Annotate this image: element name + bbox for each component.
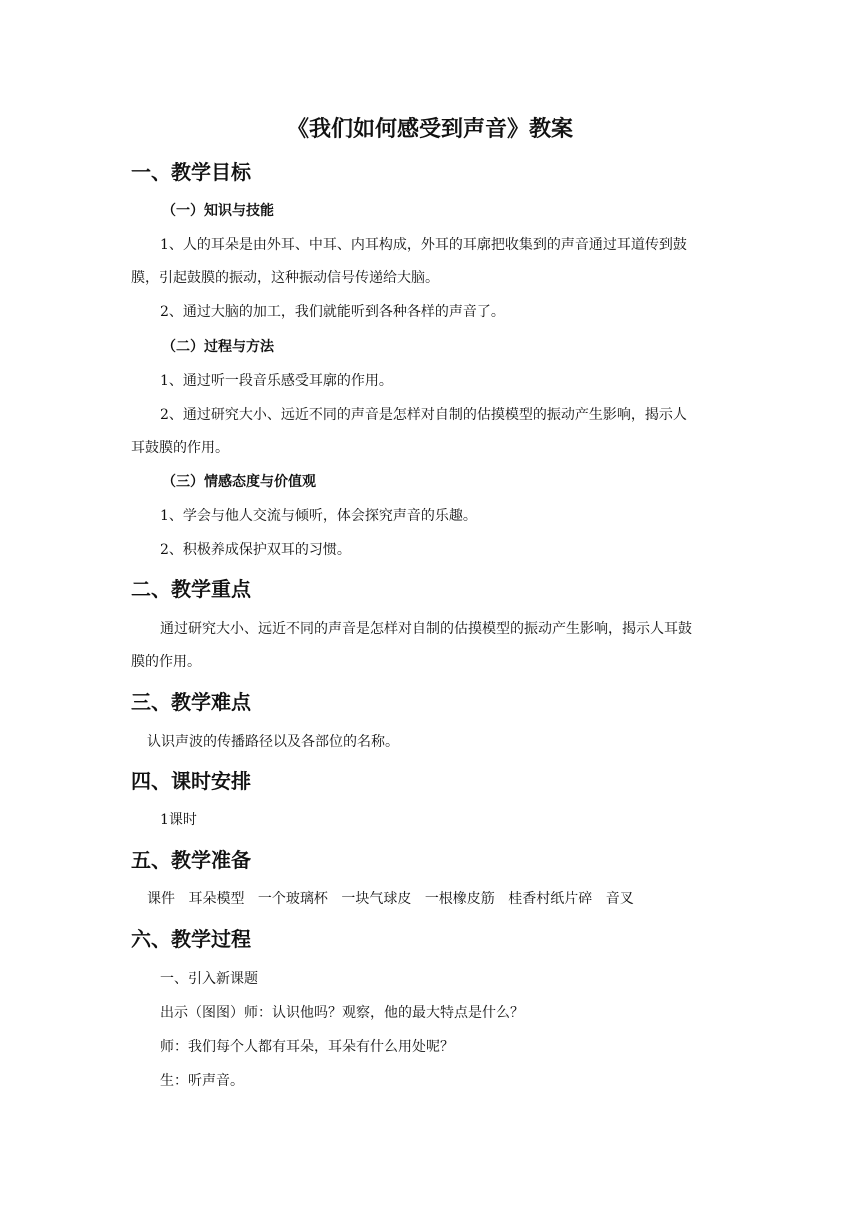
paragraph-line: 2、积极养成保护双耳的习惯。 xyxy=(160,542,351,558)
list-item: 音叉 xyxy=(605,891,634,907)
paragraph-line: 1、通过听一段音乐感受耳廓的作用。 xyxy=(160,373,393,389)
list-item: 课件 xyxy=(147,891,175,907)
subheading-knowledge-skills: （一）知识与技能 xyxy=(162,203,274,219)
list-item: 桂香村纸片碎 xyxy=(508,891,593,907)
paragraph-line: 膜的作用。 xyxy=(131,654,201,670)
paragraph-line: 耳鼓膜的作用。 xyxy=(131,440,229,456)
section-heading-class-hours: 四、课时安排 xyxy=(131,769,251,793)
list-item: 一个玻璃杯 xyxy=(257,891,328,907)
list-item: 耳朵模型 xyxy=(188,891,245,907)
section-heading-difficulties: 三、教学难点 xyxy=(131,690,251,714)
section-heading-preparation: 五、教学准备 xyxy=(131,848,251,872)
section-heading-teaching-process: 六、教学过程 xyxy=(131,927,251,951)
paragraph-line: 1、学会与他人交流与倾听，体会探究声音的乐趣。 xyxy=(160,508,477,524)
paragraph-line: 1、人的耳朵是由外耳、中耳、内耳构成，外耳的耳廓把收集到的声音通过耳道传到鼓 xyxy=(160,237,687,253)
subheading-attitudes-values: （三）情感态度与价值观 xyxy=(162,474,316,490)
paragraph-line: 出示（图图）师：认识他吗？观察，他的最大特点是什么？ xyxy=(160,1005,524,1021)
list-item: 一根橡皮筋 xyxy=(424,891,495,907)
list-item: 一块气球皮 xyxy=(341,891,412,907)
paragraph-line: 1课时 xyxy=(160,812,197,828)
paragraph-line: 师：我们每个人都有耳朵，耳朵有什么用处呢？ xyxy=(160,1039,454,1055)
subheading-process-methods: （二）过程与方法 xyxy=(162,339,274,355)
paragraph-line: 生：听声音。 xyxy=(160,1073,244,1089)
document-title: 《我们如何感受到声音》教案 xyxy=(286,116,573,142)
paragraph-line: 2、通过大脑的加工，我们就能听到各种各样的声音了。 xyxy=(160,304,505,320)
paragraph-line: 膜，引起鼓膜的振动，这种振动信号传递给大脑。 xyxy=(131,270,439,286)
preparation-items xyxy=(147,888,747,910)
section-heading-key-points: 二、教学重点 xyxy=(131,577,251,601)
paragraph-line: 2、通过研究大小、远近不同的声音是怎样对自制的估摸模型的振动产生影响，揭示人 xyxy=(160,407,687,423)
paragraph-line: 一、引入新课题 xyxy=(160,971,258,987)
section-heading-teaching-goals: 一、教学目标 xyxy=(131,160,251,184)
paragraph-line: 通过研究大小、远近不同的声音是怎样对自制的估摸模型的振动产生影响，揭示人耳鼓 xyxy=(160,621,692,637)
paragraph-line: 认识声波的传播路径以及各部位的名称。 xyxy=(147,734,399,750)
